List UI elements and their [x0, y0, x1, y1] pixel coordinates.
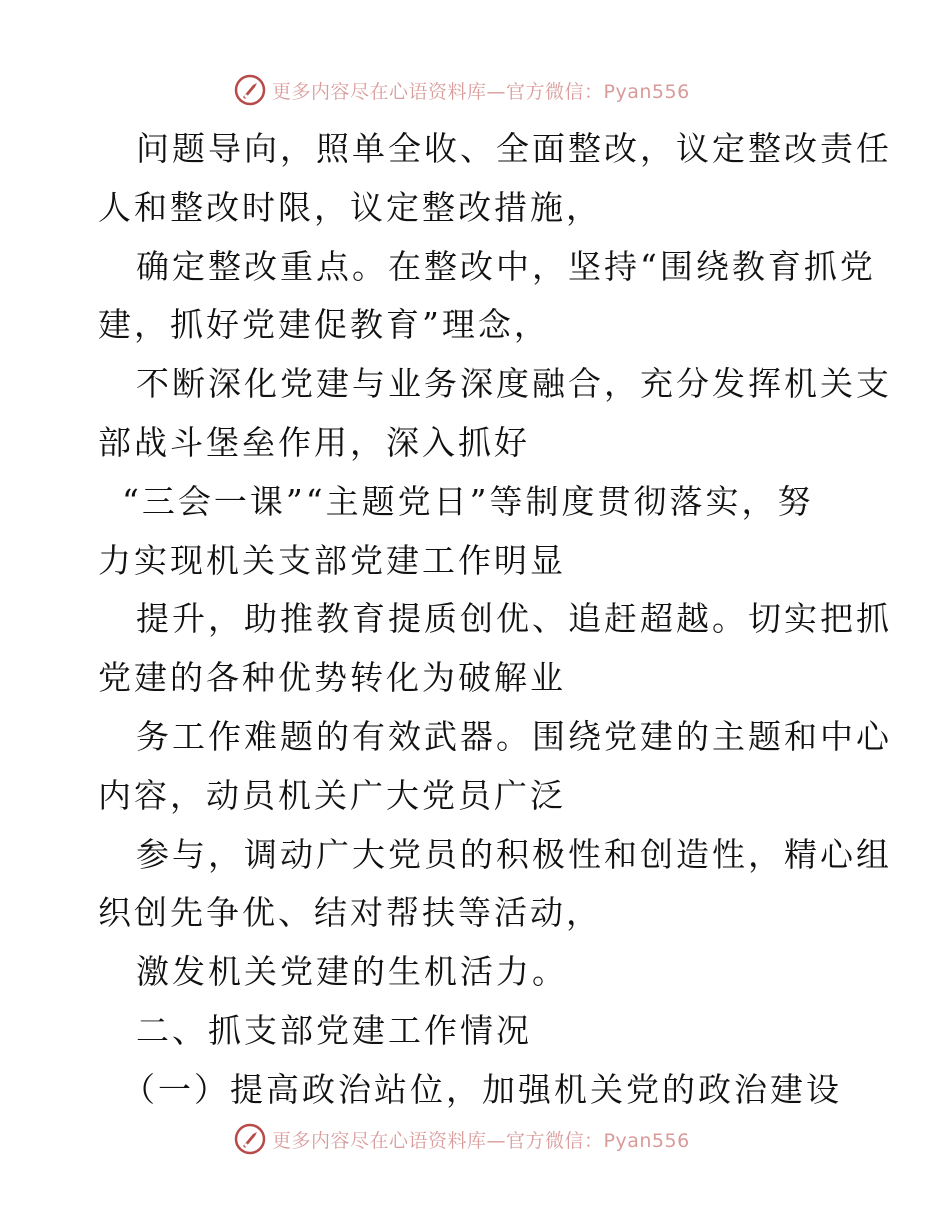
text-line: 激发机关党建的生机活力。 [136, 952, 568, 992]
text-line: 务工作难题的有效武器。围绕党建的主题和中心 [136, 716, 892, 756]
watermark-text: 更多内容尽在心语资料库—官方微信：Pyan556 [272, 1129, 690, 1152]
document-body [98, 120, 892, 1120]
text-line: 确定整改重点。在整改中，坚持“围绕教育抓党 [136, 246, 876, 286]
text-line: 人和整改时限，议定整改措施， [98, 187, 602, 227]
text-line: 党建的各种优势转化为破解业 [98, 658, 566, 698]
text-line: 部战斗堡垒作用，深入抓好 [98, 422, 530, 462]
text-line: 问题导向，照单全收、全面整改，议定整改责任 [136, 129, 892, 168]
text-line: 建，抓好党建促教育”理念， [98, 305, 550, 345]
watermark-text: 更多内容尽在心语资料库—官方微信：Pyan556 [272, 80, 690, 103]
pen-nib-logo-icon [234, 1123, 266, 1155]
text-line: 力实现机关支部党建工作明显 [98, 540, 566, 580]
text-line: 参与，调动广大党员的积极性和创造性，精心组 [136, 834, 892, 874]
text-line: 织创先争优、结对帮扶等活动， [98, 893, 602, 933]
text-line: “三会一课”“主题党日”等制度贯彻落实，努 [122, 481, 814, 521]
text-line: 内容，动员机关广大党员广泛 [98, 775, 566, 815]
section-heading: 二、抓支部党建工作情况 [136, 1010, 532, 1050]
pen-nib-logo-icon [234, 74, 266, 106]
text-line: 不断深化党建与业务深度融合，充分发挥机关支 [136, 364, 892, 404]
subsection-heading: （一）提高政治站位，加强机关党的政治建设 [122, 1069, 842, 1109]
header-watermark [234, 73, 690, 107]
footer-watermark [234, 1122, 690, 1156]
text-line: 提升，助推教育提质创优、追赶超越。切实把抓 [136, 599, 892, 639]
